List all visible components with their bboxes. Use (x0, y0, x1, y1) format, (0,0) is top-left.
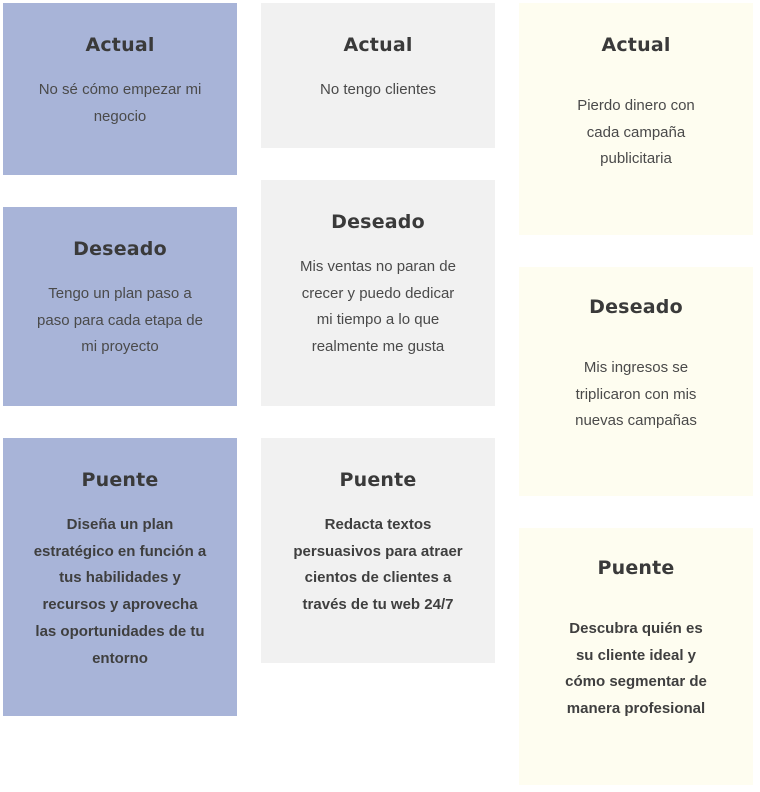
card-deseado-2 (261, 180, 495, 406)
card-text: No tengo clientes (320, 81, 436, 98)
card-text: Descubra quién es su cliente ideal y cómo segmentar de manera profesional (565, 620, 707, 718)
card-title: Deseado (589, 296, 683, 318)
card-title: Puente (339, 469, 417, 491)
card-text: No sé cómo empezar mi negocio (38, 81, 202, 125)
card-actual-3 (519, 3, 753, 235)
card-text: Mis ingresos se triplicaron con mis nuevas campañas (575, 359, 697, 430)
card-deseado-1 (3, 207, 237, 406)
card-actual-1 (3, 3, 237, 175)
card-puente-1 (3, 438, 237, 716)
card-puente-2 (261, 438, 495, 663)
card-title: Actual (601, 34, 671, 56)
card-title: Actual (85, 34, 155, 56)
card-text: Tengo un plan paso a paso para cada etapa de mi proyecto (37, 285, 203, 356)
card-text: Pierdo dinero con cada campaña publicitaria (577, 97, 695, 168)
card-text: Mis ventas no paran de crecer y puedo dedicar mi tiempo a lo que realmente me gusta (300, 258, 456, 356)
card-actual-2 (261, 3, 495, 148)
card-text: Redacta textos persuasivos para atraer cientos de clientes a través de tu web 24/7 (293, 516, 463, 614)
card-title: Actual (343, 34, 413, 56)
card-title: Puente (81, 469, 159, 491)
card-text: Diseña un plan estratégico en función a tus habilidades y recursos y aprovecha las oportunidades de tu entorno (33, 516, 207, 667)
card-title: Deseado (331, 211, 425, 233)
card-title: Puente (597, 557, 675, 579)
card-title: Deseado (73, 238, 167, 260)
card-puente-3 (519, 528, 753, 785)
card-deseado-3 (519, 267, 753, 496)
